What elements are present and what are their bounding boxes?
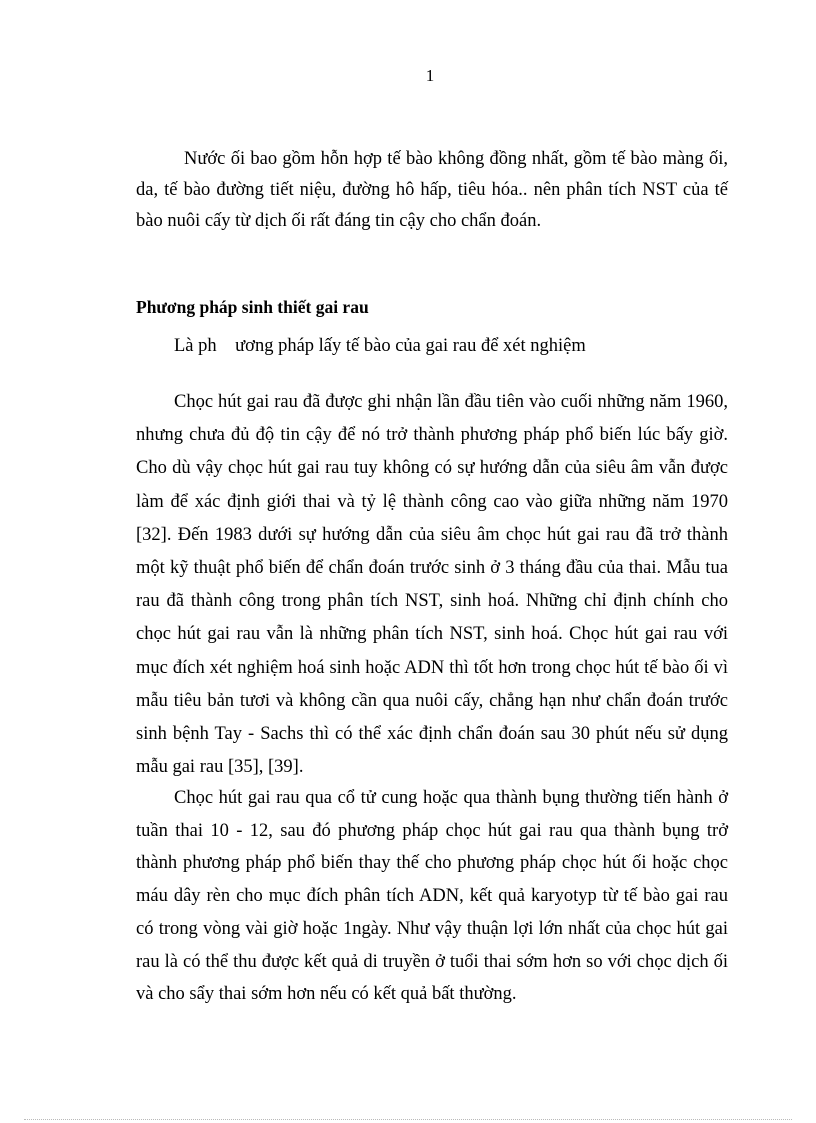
paragraph-definition: Là ph ương pháp lấy tế bào của gai rau để xét nghiệm	[174, 336, 586, 356]
paragraph-procedure: Chọc hút gai rau qua cổ tử cung hoặc qua thành bụng thường tiến hành ở tuần thai 10 - 12, sau đó phương pháp chọc hút gai rau qua thành bụng trở thành phương pháp phổ biến thay thế cho phương pháp chọc hút ối hoặc chọc máu dây rèn cho mục đích phân tích ADN, kết quả karyotyp từ tế bào gai rau có trong vòng vài giờ hoặc 1ngày. Như vậy thuận lợi lớn nhất của chọc hút gai rau là có thể thu được kết quả di truyền ở tuổi thai sớm hơn so với chọc dịch ối và cho sẩy thai sớm hơn nếu có kết quả bất thường.	[136, 788, 728, 1005]
page-bottom-divider	[24, 1119, 792, 1120]
section-heading: Phương pháp sinh thiết gai rau	[136, 297, 369, 317]
paragraph-history: Chọc hút gai rau đã được ghi nhận lần đầu tiên vào cuối những năm 1960, nhưng chưa đủ độ tin cậy để nó trở thành phương pháp phổ biến lúc bấy giờ. Cho dù vậy chọc hút gai rau tuy không có sự hướng dẫn của siêu âm vẫn được làm để xác định giới thai và tỷ lệ thành công cao vào giữa những năm 1970 [32]. Đến 1983 dưới sự hướng dẫn của siêu âm chọc hút gai rau đã trở thành một kỹ thuật phổ biến để chẩn đoán trước sinh ở 3 tháng đầu của thai. Mẫu tua rau đã thành công trong phân tích NST, sinh hoá. Những chỉ định chính cho chọc hút gai rau vẫn là những phân tích NST, sinh hoá. Chọc hút gai rau với mục đích xét nghiệm hoá sinh hoặc ADN thì tốt hơn trong chọc hút tế bào ối vì mẫu tiêu bản tươi và không cần qua nuôi cấy, chẳng hạn như chẩn đoán trước sinh bệnh Tay - Sachs thì có thể xác định chẩn đoán sau 30 phút nếu sử dụng mẫu gai rau [35], [39].	[136, 392, 728, 778]
page-number: 1	[425, 66, 435, 85]
paragraph-amniotic-fluid: Nước ối bao gồm hỗn hợp tế bào không đồng nhất, gồm tế bào màng ối, da, tế bào đường tiết niệu, đường hô hấp, tiêu hóa.. nên phân tích NST của tế bào nuôi cấy từ dịch ối rất đáng tin cậy cho chẩn đoán.	[136, 149, 728, 231]
